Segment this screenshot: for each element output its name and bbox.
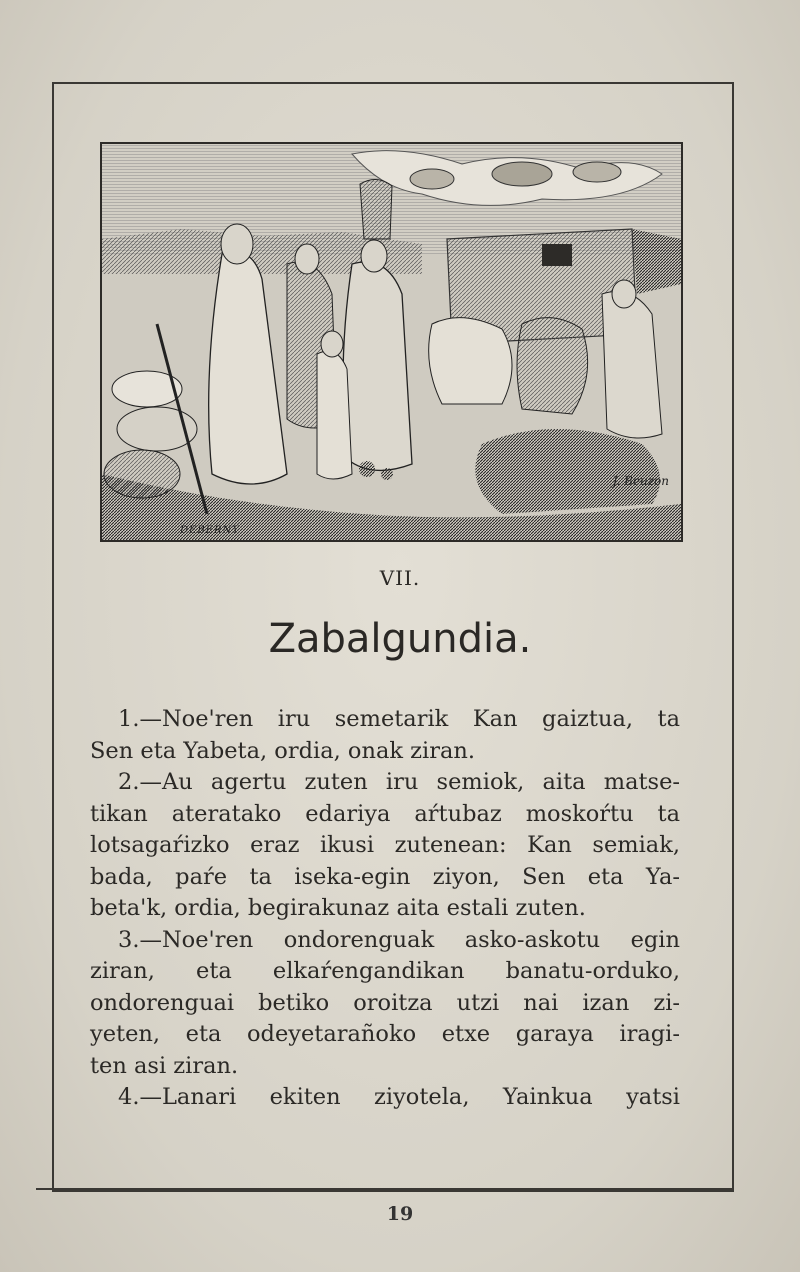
text-line: ziran, eta elkaŕengandikan banatu-orduko,: [90, 958, 680, 984]
text-line: 4.—Lanari ekiten ziyotela, Yainkua yatsi: [118, 1084, 680, 1110]
engraver-signature: DEBERNY: [180, 525, 240, 536]
body-text: [90, 704, 680, 1114]
text-line: yeten, eta odeyetarañoko etxe garaya iragi-: [90, 1021, 680, 1047]
text-line: lotsagaŕizko eraz ikusi zutenean: Kan semiak,: [90, 832, 680, 858]
text-line: Sen eta Yabeta, ordia, onak ziran.: [90, 737, 476, 764]
chapter-number: VII.: [379, 566, 421, 590]
chapter-title: Zabalgundia.: [268, 616, 532, 662]
page-number: 19: [386, 1203, 414, 1225]
text-line: 2.—Au agertu zuten iru semiok, aita matse-: [118, 769, 680, 795]
frame-bottom-rule: [36, 1188, 734, 1190]
text-line: 3.—Noe'ren ondorenguak asko-askotu egin: [118, 926, 680, 953]
artist-signature: J. Beuzon: [612, 474, 669, 488]
text-line: bada, paŕe ta iseka-egin ziyon, Sen eta Ya-: [90, 863, 680, 890]
engraving-illustration: [100, 142, 683, 542]
text-line: ten asi ziran.: [90, 1052, 239, 1079]
text-line: tikan ateratako edariya aŕtubaz moskoŕtu ta: [90, 800, 680, 827]
text-line: 1.—Noe'ren iru semetarik Kan gaiztua, ta: [118, 706, 680, 732]
engraving-scene: [102, 144, 681, 540]
text-line: beta'k, ordia, begirakunaz aita estali zuten.: [90, 895, 586, 921]
text-line: ondorenguai betiko oroitza utzi nai izan zi-: [90, 989, 680, 1016]
